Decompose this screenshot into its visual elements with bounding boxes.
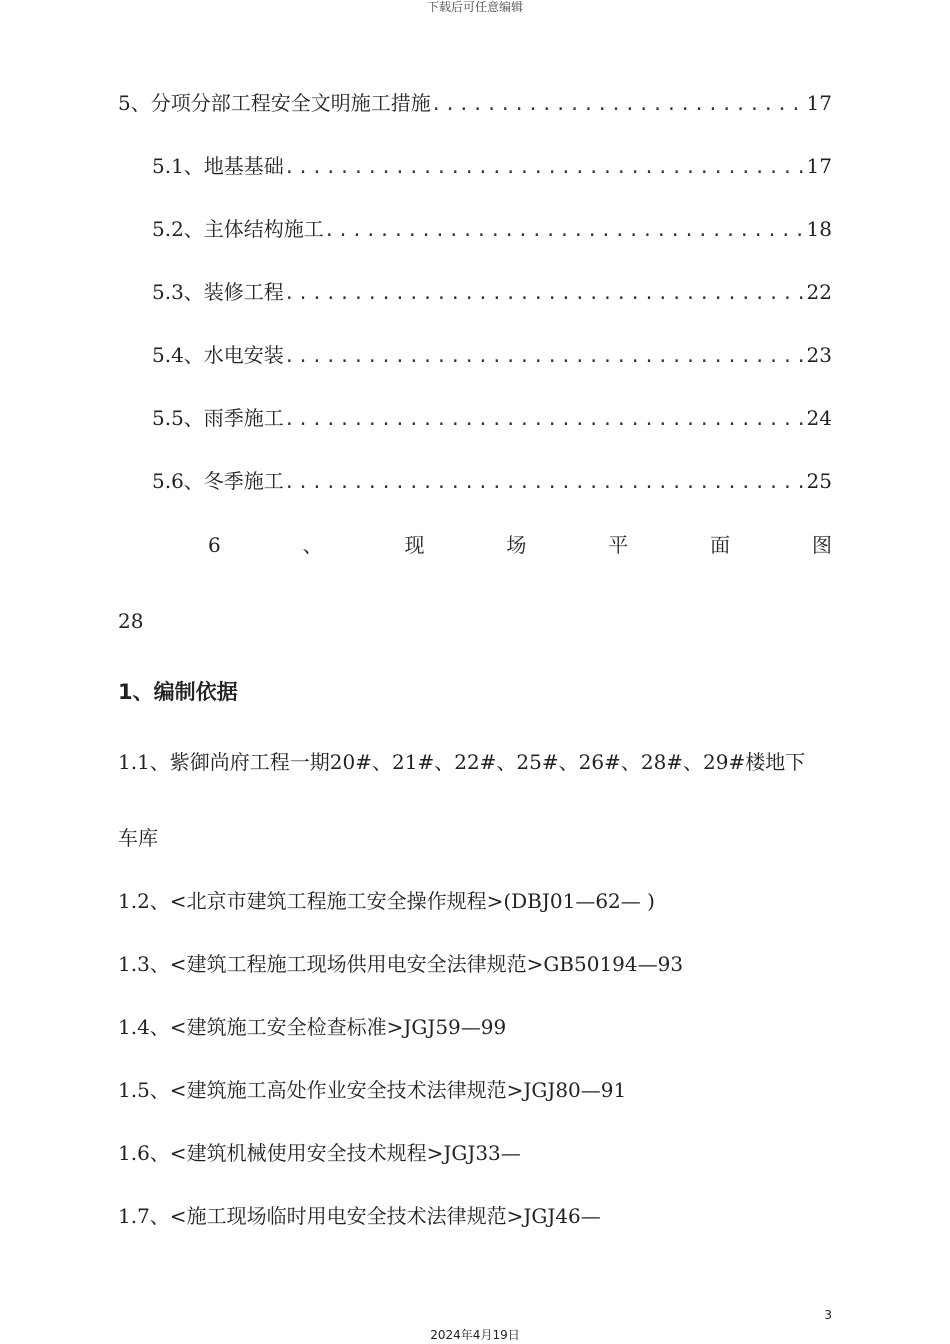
toc-leader-dots [284, 155, 805, 181]
toc-entry-label: 5.1、地基基础 [152, 154, 284, 178]
toc-entry[interactable] [152, 153, 832, 181]
toc-entry-spread[interactable] [118, 532, 832, 558]
toc-leader-dots [284, 281, 805, 307]
toc-entry[interactable] [152, 342, 832, 370]
basis-item: 1.7、<施工现场临时用电安全技术法律规范>JGJ46— [118, 1204, 601, 1228]
basis-item: 1.1、紫御尚府工程一期20#、21#、22#、25#、26#、28#、29#楼地下 [118, 750, 806, 774]
toc-entry-label: 5.6、冬季施工 [152, 469, 284, 493]
toc-entry[interactable] [152, 279, 832, 307]
basis-item: 1.3、<建筑工程施工现场供用电安全法律规范>GB50194—93 [118, 952, 684, 976]
basis-item: 1.5、<建筑施工高处作业安全技术法律规范>JGJ80—91 [118, 1078, 627, 1102]
toc-entry-label: 5.2、主体结构施工 [152, 217, 324, 241]
toc-entry[interactable] [152, 405, 832, 433]
basis-item: 1.2、<北京市建筑工程施工安全操作规程>(DBJ01—62— ) [118, 889, 655, 913]
toc-spread-char: 面 [710, 533, 731, 557]
toc-spread-page: 28 [118, 609, 144, 633]
toc-entry-page: 24 [806, 406, 832, 430]
toc-leader-dots [284, 344, 805, 370]
page-number: 3 [824, 1308, 832, 1322]
toc-entry-page: 22 [806, 280, 832, 304]
toc-entry-page: 17 [806, 91, 832, 115]
toc-entry[interactable] [152, 468, 832, 496]
toc-spread-char: 图 [811, 533, 832, 557]
toc-entry-page: 25 [806, 469, 832, 493]
toc-spread-char: 平 [608, 533, 629, 557]
toc-leader-dots [324, 218, 805, 244]
toc-entry[interactable] [118, 90, 832, 118]
toc-leader-dots [431, 92, 805, 118]
basis-item-continuation: 车库 [118, 826, 158, 850]
toc-entry-page: 17 [806, 154, 832, 178]
toc-entry-label: 5.3、装修工程 [152, 280, 284, 304]
basis-item: 1.4、<建筑施工安全检查标准>JGJ59—99 [118, 1015, 507, 1039]
toc-entry-page: 18 [806, 217, 832, 241]
toc-entry-label: 5.5、雨季施工 [152, 406, 284, 430]
toc-spread-char: 现 [404, 533, 425, 557]
toc-leader-dots [284, 407, 805, 433]
toc-leader-dots [284, 470, 805, 496]
section-heading: 1、编制依据 [118, 680, 238, 704]
toc-entry-label: 5.4、水电安装 [152, 343, 284, 367]
toc-spread-char: 6 [208, 533, 221, 557]
page-header: 下载后可任意编辑 [426, 0, 523, 14]
toc-entry-page: 23 [806, 343, 832, 367]
toc-entry-label: 5、分项分部工程安全文明施工措施 [118, 91, 431, 115]
basis-item: 1.6、<建筑机械使用安全技术规程>JGJ33— [118, 1141, 521, 1165]
toc-spread-char: 场 [506, 533, 527, 557]
footer-date: 2024年4月19日 [430, 1328, 520, 1342]
toc-spread-char: 、 [302, 533, 323, 557]
toc-entry[interactable] [152, 216, 832, 244]
